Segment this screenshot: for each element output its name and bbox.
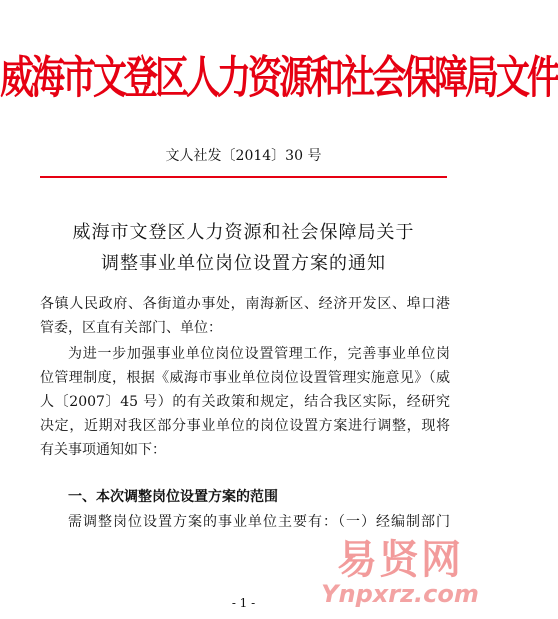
paragraph-line: 有关事项通知如下： <box>40 442 166 458</box>
notice-title-line-1: 威海市文登区人力资源和社会保障局关于 <box>72 222 415 243</box>
body-paragraph-1 <box>40 342 450 462</box>
watermark-main-text: 易贤网 <box>337 537 463 583</box>
notice-title-line-2: 调整事业单位岗位设置方案的通知 <box>101 253 386 274</box>
section-1-heading: 一、本次调整岗位设置方案的范围 <box>68 489 278 505</box>
watermark-url-text: Ynpxrz.com <box>321 580 479 608</box>
document-number: 文人社发〔2014〕30 号 <box>165 148 322 164</box>
addressee-block <box>40 292 450 340</box>
document-masthead: 威海市文登区人力资源和社会保障局文件 <box>0 52 558 105</box>
addressee-line: 各镇人民政府、各街道办事处，南海新区、经济开发区、埠口港 <box>40 296 450 312</box>
paragraph-line: 人〔2007〕45 号）的有关政策和规定，结合我区实际，经研究 <box>40 394 450 410</box>
page-number: - 1 - <box>231 596 256 610</box>
paragraph-line: 为进一步加强事业单位岗位设置管理工作，完善事业单位岗 <box>68 346 450 362</box>
section-1-paragraph <box>40 510 450 534</box>
paragraph-line: 位管理制度，根据《威海市事业单位岗位设置管理实施意见》（威 <box>40 370 450 386</box>
paragraph-line: 决定，近期对我区部分事业单位的岗位设置方案进行调整，现将 <box>40 418 450 434</box>
red-divider-line <box>40 176 447 178</box>
addressee-line: 管委，区直有关部门、单位： <box>40 320 222 336</box>
paragraph-line: 需调整岗位设置方案的事业单位主要有：（一）经编制部门 <box>68 514 450 530</box>
